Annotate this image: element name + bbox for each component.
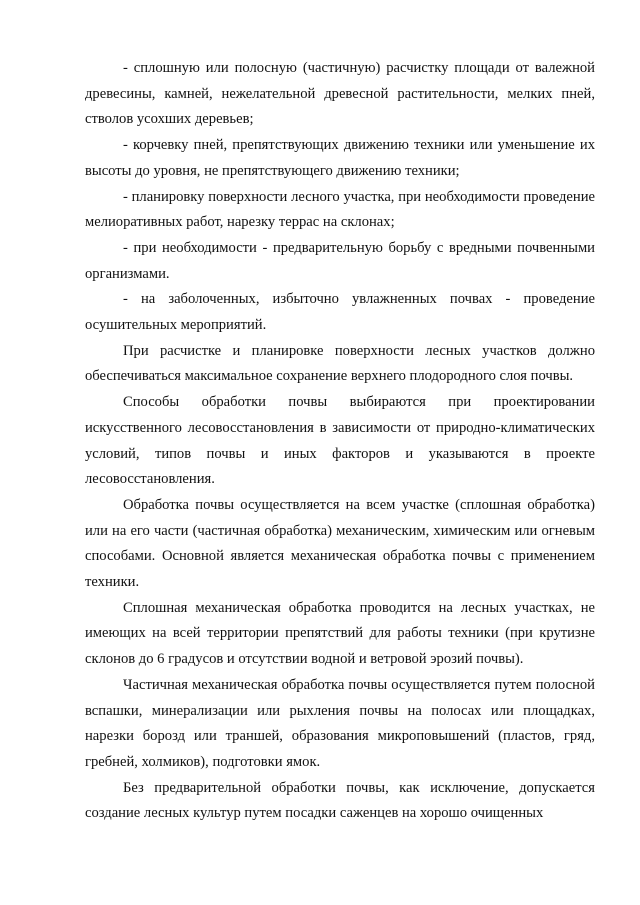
paragraph-site-clearing: - сплошную или полосную (частичную) расчистку площади от валежной древесины, камней, нежелательной древесной растительности, мелких пней, стволов усохших деревьев; bbox=[85, 60, 595, 128]
paragraph-surface-planning: - планировку поверхности лесного участка, при необходимости проведение мелиоративных работ, нарезку террас на склонах; bbox=[85, 188, 595, 231]
paragraph-topsoil-preservation: При расчистке и планировке поверхности лесных участков должно обеспечиваться максимальное сохранение верхнего плодородного слоя почвы. bbox=[85, 342, 595, 385]
paragraph-drainage: - на заболоченных, избыточно увлажненных почвах - проведение осушительных мероприятий. bbox=[85, 291, 595, 334]
paragraph-stump-removal: - корчевку пней, препятствующих движению техники или уменьшение их высоты до уровня, не препятствующего движению техники; bbox=[85, 137, 595, 179]
paragraph-no-treatment-exception: Без предварительной обработки почвы, как исключение, допускается создание лесных культур путем посадки саженцев на хорошо очищенных bbox=[85, 779, 595, 822]
paragraph-continuous-treatment: Сплошная механическая обработка проводится на лесных участках, не имеющих на всей территории препятствий для работы техники (при крутизне склонов до 6 градусов и отсутствии водной и ветровой эрозий почвы). bbox=[85, 599, 595, 668]
paragraph-pest-control: - при необходимости - предварительную борьбу с вредными почвенными организмами. bbox=[85, 239, 595, 282]
document-body bbox=[85, 56, 595, 827]
paragraph-treatment-methods: Способы обработки почвы выбираются при проектировании искусственного лесовосстановления в зависимости от природно-климатических условий, типов почвы и иных факторов и указываются в проекте лесовосстановления. bbox=[85, 394, 595, 488]
paragraph-partial-treatment: Частичная механическая обработка почвы осуществляется путем полосной вспашки, минерализации или рыхления почвы на полосах или площадках, нарезки борозд или траншей, образования микроповышений (пластов, гряд, гребней, холмиков), подготовки ямок. bbox=[85, 676, 595, 770]
paragraph-full-partial-treatment: Обработка почвы осуществляется на всем участке (сплошная обработка) или на его части (частичная обработка) механическим, химическим или огневым способами. Основной является механическая обработка почвы с применением техники. bbox=[85, 496, 595, 591]
